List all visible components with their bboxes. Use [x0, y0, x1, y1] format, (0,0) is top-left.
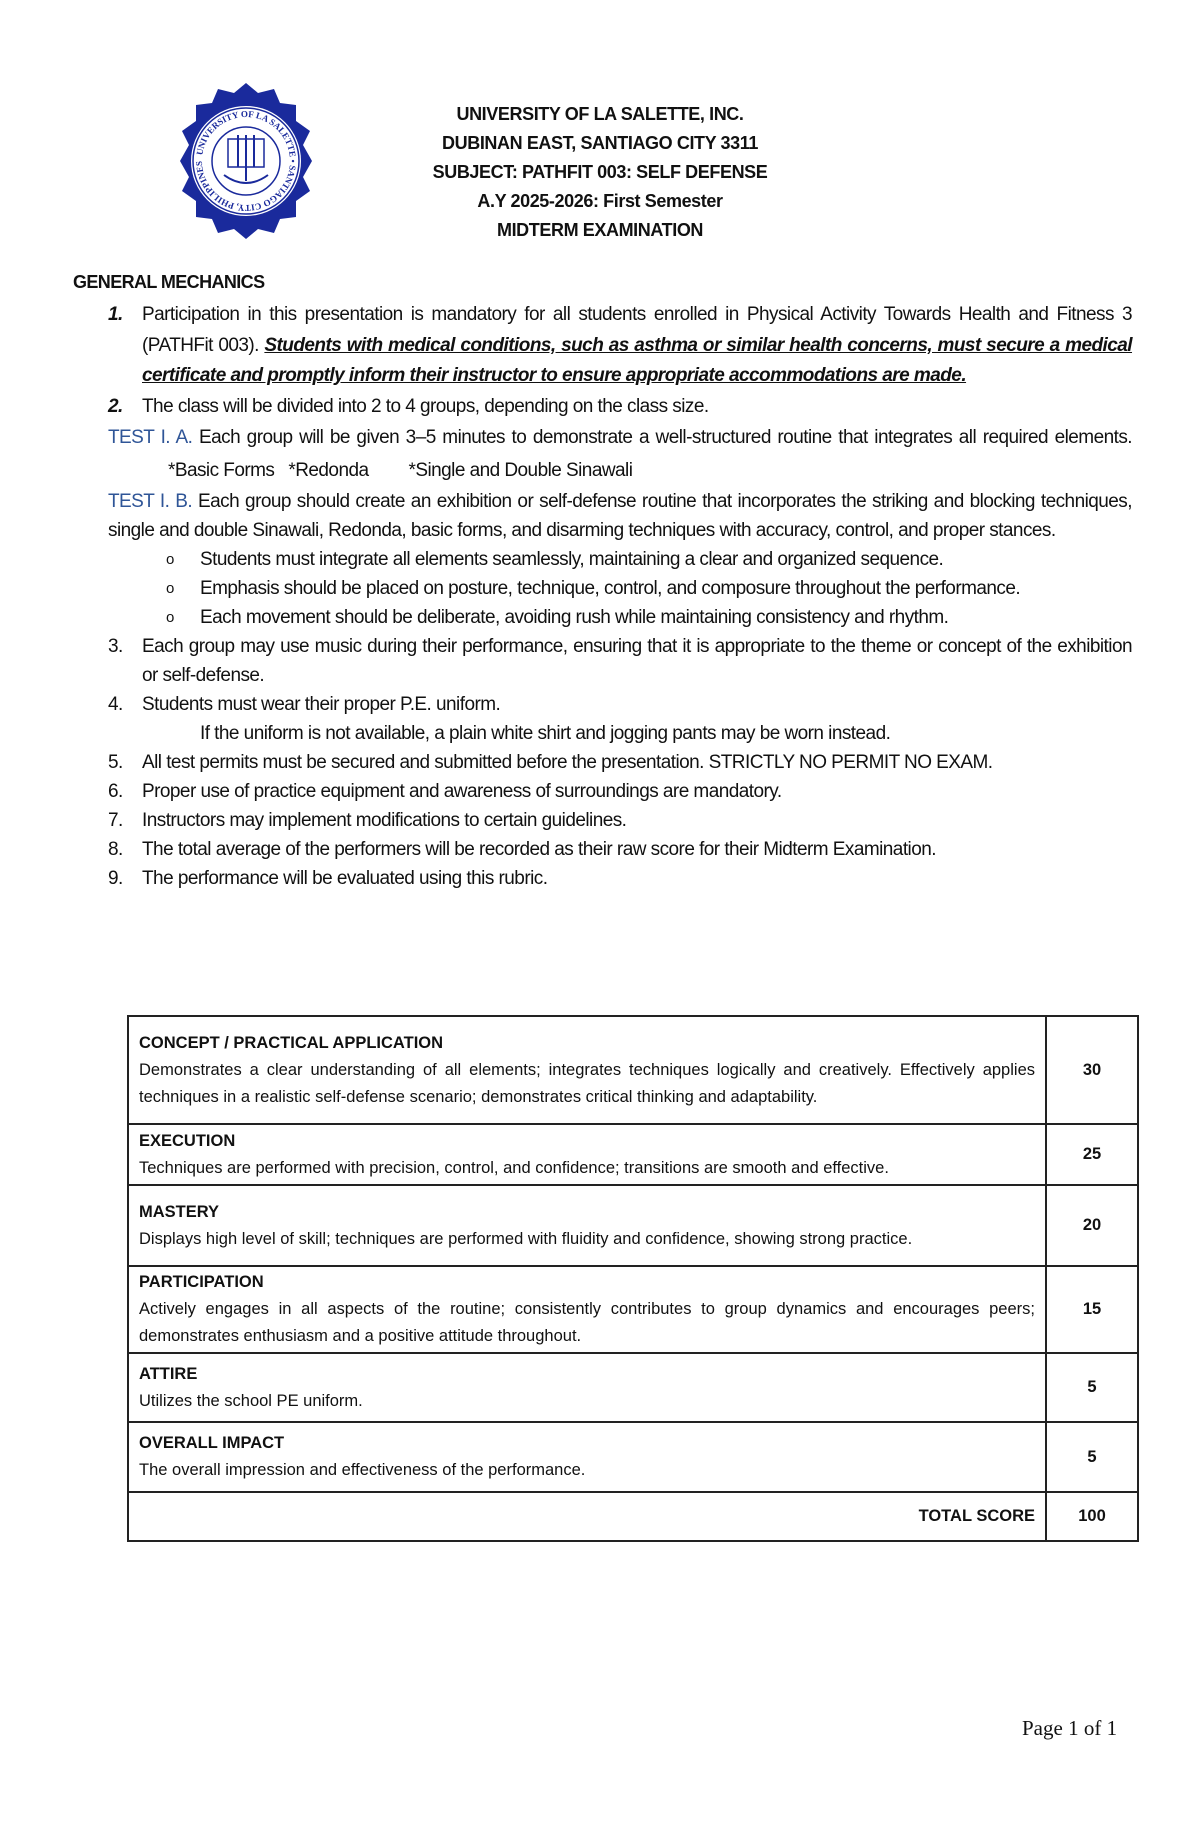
criterion-description: Displays high level of skill; techniques are performed with fluidity and confidence, showing strong practice. — [139, 1229, 913, 1248]
item-text: The class will be divided into 2 to 4 groups, depending on the class size. — [142, 395, 709, 417]
bullet-item — [108, 574, 1132, 603]
list-item — [108, 748, 1132, 777]
item-number: 1. — [108, 304, 123, 325]
item-text: The total average of the performers will be recorded as their raw score for their Midterm Examination. — [142, 838, 936, 860]
table-row — [128, 1353, 1138, 1422]
criterion-title: OVERALL IMPACT — [139, 1434, 285, 1452]
test-a-text: Each group will be given 3–5 minutes to demonstrate a well-structured routine that integrates all required elements. — [199, 426, 1133, 448]
criterion-score: 5 — [1046, 1353, 1138, 1422]
general-mechanics — [108, 300, 1132, 893]
bullet-icon: o — [166, 608, 174, 626]
test-b-text: Each group should create an exhibition or self-defense routine that incorporates the striking and blocking techniques, single and double Sinawali, Redonda, basic forms, and disarming techniques with accuracy, control, and proper stances. — [108, 490, 1132, 541]
bullet-item — [108, 603, 1132, 632]
item-number: 4. — [108, 693, 123, 715]
table-row — [128, 1266, 1138, 1353]
bullet-text: Students must integrate all elements seamlessly, maintaining a clear and organized sequence. — [200, 548, 944, 570]
element-sinawali: *Single and Double Sinawali — [408, 459, 633, 481]
criterion-score: 5 — [1046, 1422, 1138, 1492]
table-row — [128, 1124, 1138, 1185]
bullet-icon: o — [166, 579, 174, 597]
list-item — [108, 690, 1132, 719]
criterion-description: Actively engages in all aspects of the routine; consistently contributes to group dynamics and encourages peers; demonstrates enthusiasm and a positive attitude throughout. — [139, 1300, 1035, 1345]
item-text: Each group may use music during their performance, ensuring that it is appropriate to the theme or concept of the exhibition or self-defense. — [142, 635, 1132, 686]
item-text: All test permits must be secured and submitted before the presentation. STRICTLY NO PERMIT NO EXAM. — [142, 751, 993, 773]
criterion-title: EXECUTION — [139, 1131, 236, 1150]
test-a-label: TEST I. A. — [108, 426, 193, 448]
total-row — [128, 1492, 1138, 1541]
item-number: 6. — [108, 780, 123, 802]
element-basic-forms: *Basic Forms — [168, 459, 275, 481]
element-redonda: *Redonda — [288, 459, 369, 481]
item-number: 2. — [108, 395, 123, 417]
bullet-text: Each movement should be deliberate, avoiding rush while maintaining consistency and rhythm. — [200, 606, 949, 628]
criterion-title: CONCEPT / PRACTICAL APPLICATION — [139, 1033, 444, 1052]
criterion-description: Demonstrates a clear understanding of all elements; integrates techniques logically and creatively. Effectively applies techniques in a realistic self-defense scenario; demonstrates critical thinking and adaptability. — [139, 1060, 1035, 1106]
list-item — [108, 777, 1132, 806]
total-score-label: TOTAL SCORE — [128, 1492, 1046, 1541]
list-item — [108, 300, 1132, 392]
criterion-title: MASTERY — [139, 1202, 220, 1221]
item-text: Students must wear their proper P.E. uniform. — [142, 693, 501, 715]
academic-year: A.Y 2025-2026: First Semester — [477, 191, 723, 211]
bullet-item — [108, 545, 1132, 574]
svg-text:UNIVERSITY OF LA SALETTE • SAN: UNIVERSITY OF LA SALETTE • SANTIAGO CITY, PHILIPPINES — [193, 108, 299, 214]
list-item — [108, 835, 1132, 864]
bullet-text: Emphasis should be placed on posture, technique, control, and composure throughout the performance. — [200, 577, 1021, 599]
criterion-score: 20 — [1046, 1185, 1138, 1266]
item-number: 5. — [108, 751, 123, 773]
rubric-table — [127, 1015, 1139, 1542]
item-text: Participation in this presentation is mandatory for all students enrolled in Physical Activity Towards Health and Fitness 3 (PATHFit 003). — [142, 304, 1132, 356]
test-a — [108, 421, 1132, 487]
document-header — [300, 100, 900, 245]
test-b — [108, 487, 1132, 545]
university-name: UNIVERSITY OF LA SALETTE, INC. — [456, 104, 744, 124]
bullet-icon: o — [166, 550, 174, 568]
university-seal-logo — [176, 80, 316, 242]
criterion-title: ATTIRE — [139, 1364, 198, 1383]
criterion-title: PARTICIPATION — [139, 1273, 264, 1291]
item-number: 3. — [108, 635, 123, 657]
table-row — [128, 1422, 1138, 1492]
section-title: GENERAL MECHANICS — [73, 272, 265, 292]
list-item — [108, 392, 1132, 421]
item-number: 9. — [108, 867, 123, 889]
medical-notice: Students with medical conditions, such as asthma or similar health concerns, must secure a medical certificate and promptly inform their instructor to ensure appropriate accommodations are made. — [142, 334, 1133, 386]
list-item — [108, 806, 1132, 835]
list-item — [108, 864, 1132, 893]
criterion-description: Utilizes the school PE uniform. — [139, 1391, 363, 1410]
page-number: Page 1 of 1 — [1022, 1716, 1118, 1740]
criterion-score: 15 — [1046, 1266, 1138, 1353]
table-row — [128, 1016, 1138, 1124]
criterion-score: 25 — [1046, 1124, 1138, 1185]
table-row — [128, 1185, 1138, 1266]
criterion-description: The overall impression and effectiveness of the performance. — [139, 1461, 586, 1479]
item-number: 7. — [108, 809, 123, 831]
total-score-value: 100 — [1046, 1492, 1138, 1541]
item-number: 8. — [108, 838, 123, 860]
list-item — [108, 632, 1132, 690]
item-text: Proper use of practice equipment and awareness of surroundings are mandatory. — [142, 780, 782, 802]
item-text: Instructors may implement modifications to certain guidelines. — [142, 809, 627, 831]
test-b-label: TEST I. B. — [108, 490, 193, 512]
criterion-description: Techniques are performed with precision, control, and confidence; transitions are smooth and effective. — [139, 1158, 889, 1177]
item-text: The performance will be evaluated using this rubric. — [142, 867, 548, 889]
criterion-score: 30 — [1046, 1016, 1138, 1124]
university-address: DUBINAN EAST, SANTIAGO CITY 3311 — [442, 133, 758, 153]
exam-title: MIDTERM EXAMINATION — [496, 220, 704, 240]
uniform-note: If the uniform is not available, a plain white shirt and jogging pants may be worn instead. — [200, 722, 891, 744]
subject: SUBJECT: PATHFIT 003: SELF DEFENSE — [432, 162, 768, 182]
